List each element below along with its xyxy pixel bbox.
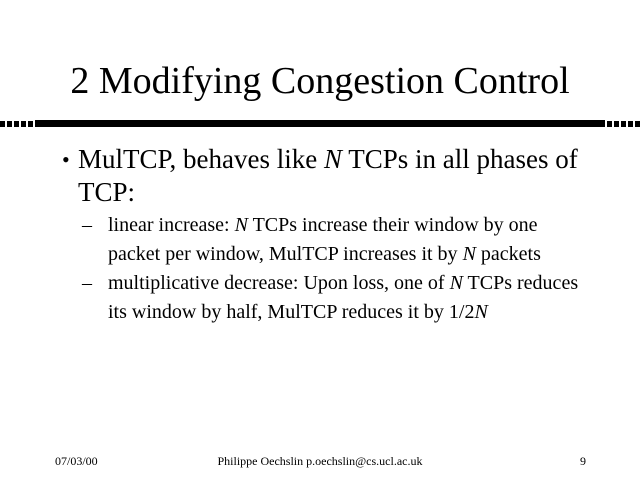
slide-body: [62, 143, 584, 327]
sub-bullet-item: [82, 269, 584, 327]
footer-page-number: 9: [580, 454, 586, 468]
footer-date: 07/03/00: [55, 454, 98, 468]
sub-bullet-text: multiplicative decrease: Upon loss, one of N TCPs reduces its window by half, MulTCP reduces it by 1/2N: [108, 272, 579, 323]
title-divider: [0, 120, 640, 127]
slide-footer: [0, 452, 640, 472]
divider-dots-left: [0, 121, 33, 127]
footer-author: Philippe Oechslin p.oechslin@cs.ucl.ac.uk: [217, 454, 423, 468]
divider-bar: [35, 120, 605, 127]
divider-dots-right: [607, 121, 640, 127]
slide-title: 2 Modifying Congestion Control: [70, 60, 570, 102]
bullet-item: [62, 143, 584, 209]
sub-bullet-item: [82, 211, 584, 269]
sub-bullet-marker: –: [82, 214, 92, 236]
sub-bullet-list: [82, 211, 584, 327]
bullet-text: MulTCP, behaves like N TCPs in all phases of TCP:: [78, 144, 578, 207]
bullet-marker: •: [62, 147, 70, 172]
sub-bullet-marker: –: [82, 272, 92, 294]
sub-bullet-text: linear increase: N TCPs increase their window by one packet per window, MulTCP increases it by N packets: [108, 214, 541, 265]
